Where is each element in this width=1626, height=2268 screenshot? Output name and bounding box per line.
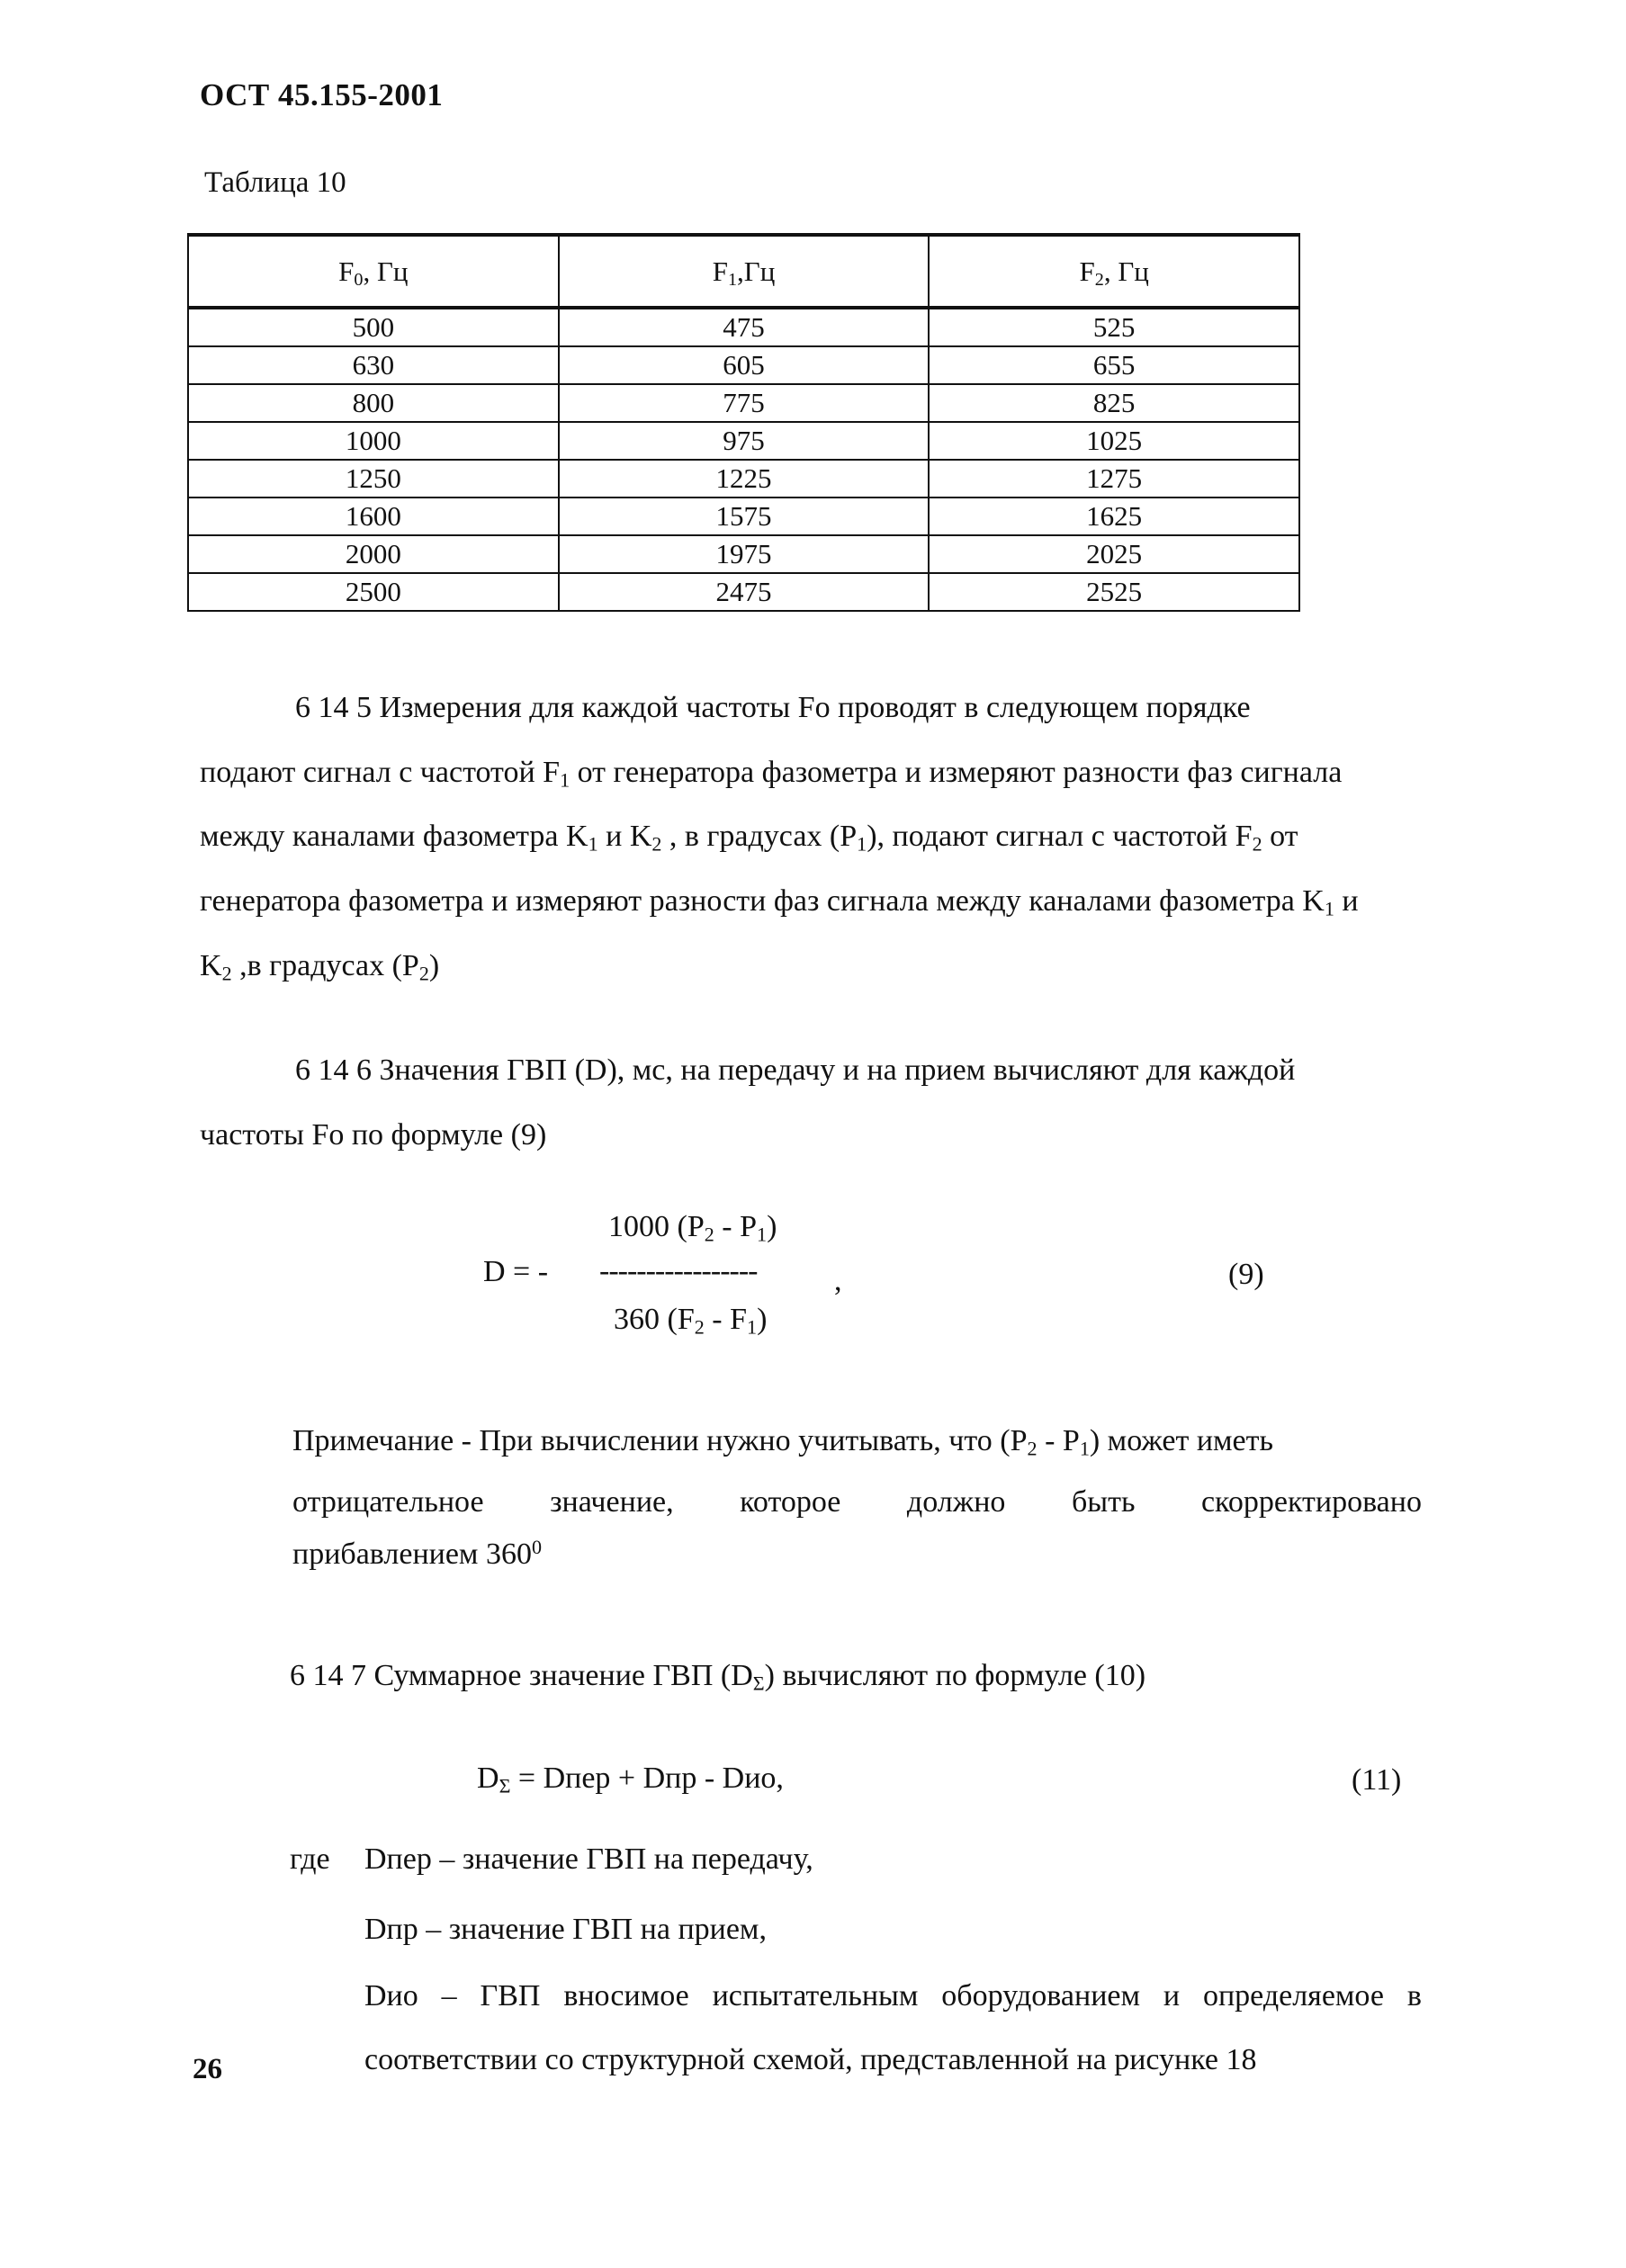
table-cell: 775	[559, 384, 930, 422]
table-cell: 1250	[188, 460, 559, 498]
table-caption: Таблица 10	[204, 166, 346, 199]
formula-9-denominator: 360 $(F_2 - F_1)$	[614, 1303, 768, 1339]
column-header-f0: $F_0$, Гц	[188, 235, 559, 308]
section-6146-line1: 6 14 6 Значения ГВП (D), мс, на передачу и на прием вычисляют для каждой	[295, 1053, 1296, 1087]
table-row	[188, 460, 1299, 498]
table-cell: 630	[188, 346, 559, 384]
formula-9-numerator: 1000 $(P_2 - P_1)$	[608, 1210, 777, 1246]
column-header-f2: $F_2$, Гц	[929, 235, 1299, 308]
section-6145-line4: генератора фазометра и измеряют разности фаз сигнала между каналами фазометра $K_1$ и	[200, 884, 1359, 920]
table-cell: 605	[559, 346, 930, 384]
formula-9-lhs: D = -	[483, 1255, 549, 1288]
table-cell: 655	[929, 346, 1299, 384]
formula-9-comma: ,	[834, 1264, 842, 1297]
document-code: ОСТ 45.155-2001	[200, 77, 444, 112]
table-cell: 1000	[188, 422, 559, 460]
section-6147-line: 6 14 7 Суммарное значение ГВП $(D_\Sigma)$ вычисляют по формуле (10)	[290, 1659, 1146, 1695]
where-item-dper: Dпер – значение ГВП на передачу,	[364, 1842, 813, 1876]
table-row	[188, 498, 1299, 535]
section-6145-line3: между каналами фазометра $K_1$ и $K_2$ , в градусах $(P_1)$, подают сигнал с частотой $F_2$ от	[200, 820, 1298, 856]
table-cell: 1275	[929, 460, 1299, 498]
table-cell: 975	[559, 422, 930, 460]
formula-9-bar: -----------------	[599, 1254, 758, 1287]
where-item-dpr: Dпр – значение ГВП на прием,	[364, 1913, 767, 1946]
table-cell: 1975	[559, 535, 930, 573]
table-row	[188, 384, 1299, 422]
where-item-dio: Dио – ГВП вносимое испытательным оборудованием и определяемое в	[364, 1979, 1422, 2013]
table-row	[188, 422, 1299, 460]
table-cell: 1600	[188, 498, 559, 535]
formula-9-number: (9)	[1228, 1258, 1264, 1291]
table-cell: 2025	[929, 535, 1299, 573]
table-cell: 2475	[559, 573, 930, 611]
table-cell: 525	[929, 308, 1299, 346]
table-cell: 2500	[188, 573, 559, 611]
column-header-f1: $F_1,Гц$	[559, 235, 930, 308]
table-cell: 800	[188, 384, 559, 422]
table-cell: 1575	[559, 498, 930, 535]
formula-11-number: (11)	[1352, 1763, 1402, 1797]
table-cell: 825	[929, 384, 1299, 422]
note-line3: прибавлением $360^0$	[292, 1535, 542, 1571]
table-row	[188, 346, 1299, 384]
table-cell: 1625	[929, 498, 1299, 535]
section-6145-line5: $K_2$ ,в градусах $(P_2)$	[200, 949, 440, 985]
page-number: 26	[193, 2053, 222, 2085]
table-row	[188, 573, 1299, 611]
table-cell: 1225	[559, 460, 930, 498]
table-row	[188, 308, 1299, 346]
section-6145-line2: подают сигнал с частотой $F_1$ от генератора фазометра и измеряют разности фаз сигнала	[200, 756, 1343, 792]
where-label: где	[290, 1842, 330, 1876]
table-cell: 475	[559, 308, 930, 346]
note-line2: отрицательное значение, которое должно быть скорректировано	[292, 1485, 1422, 1519]
table-cell: 500	[188, 308, 559, 346]
where-item-dio-line2: соответствии со структурной схемой, представленной на рисунке 18	[364, 2043, 1257, 2076]
frequency-table	[187, 233, 1300, 612]
table-cell: 2525	[929, 573, 1299, 611]
table-cell: 1025	[929, 422, 1299, 460]
table-row	[188, 535, 1299, 573]
section-6145-line1: 6 14 5 Измерения для каждой частоты Fo проводят в следующем порядке	[295, 691, 1251, 724]
note-line1: Примечание - При вычислении нужно учитывать, что $(P_2 - P_1)$ может иметь	[292, 1424, 1274, 1460]
table-cell: 2000	[188, 535, 559, 573]
section-6146-line2: частоты Fo по формуле (9)	[200, 1118, 547, 1152]
formula-11: $D_\Sigma$ = Dпер + Dпр - Dио,	[477, 1762, 784, 1797]
